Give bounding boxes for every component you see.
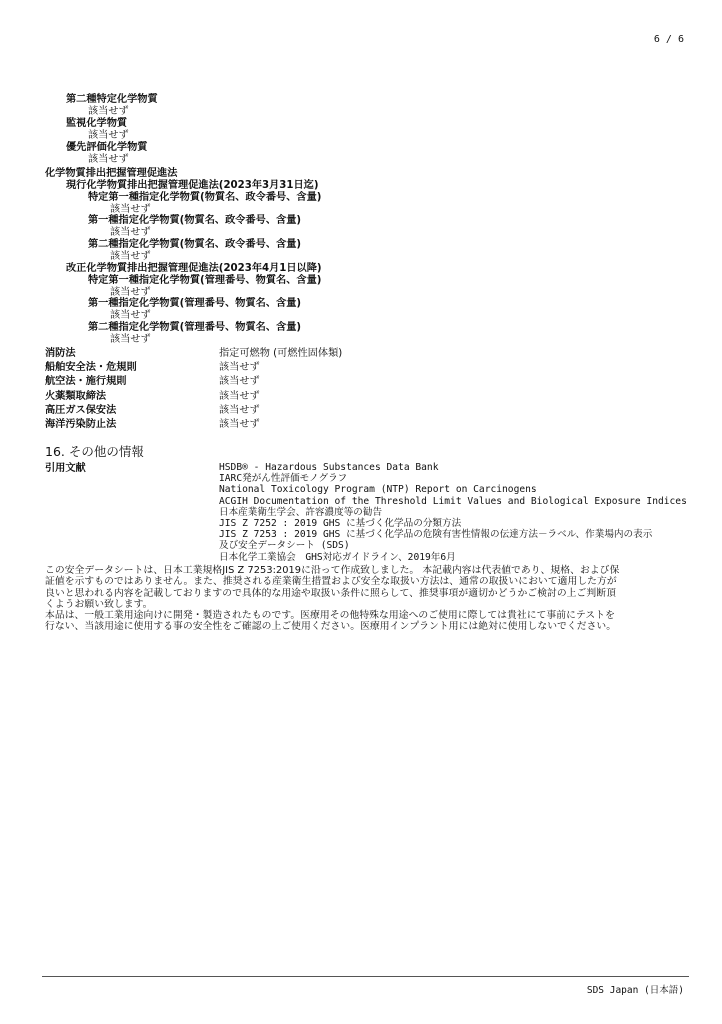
prtr-revised-heading: 改正化学物質排出把握管理促進法(2023年4月1日以降) (66, 263, 322, 274)
law-value: 該当せず (219, 419, 260, 430)
law-name: 高圧ガス保安法 (45, 405, 117, 416)
law-value: 該当せず (219, 391, 260, 402)
reference-item: IARC発がん性評価モノグラフ (219, 473, 348, 485)
disclaimer (45, 565, 685, 633)
law-name: 船舶安全法・危規則 (45, 362, 137, 373)
disclaimer-line: くようお願い致します。 (45, 598, 153, 610)
disclaimer-line: 良いと思われる内容を記載しておりますので具体的な用途や取扱い条件に照らして、推奨事項が適切かどうかご検討の上ご判断頂 (45, 587, 616, 599)
law-value: 該当せず (219, 405, 260, 416)
reference-item: HSDB® - Hazardous Substances Data Bank (219, 462, 439, 473)
law-value: 指定可燃物 (可燃性固体類) (219, 348, 343, 359)
reg-value: 該当せず (88, 130, 129, 141)
law-value: 該当せず (219, 362, 260, 373)
reference-item: JIS Z 7253 : 2019 GHS に基づく化学品の危険有害性情報の伝達方法－ラベル、作業場内の表示 (219, 529, 653, 541)
reg-value: 該当せず (88, 154, 129, 165)
references-list (219, 462, 687, 563)
prtr-cur-item-label: 第一種指定化学物質(物質名、政令番号、含量) (88, 215, 302, 226)
law-name: 火薬類取締法 (45, 391, 107, 402)
footer-divider (42, 976, 689, 977)
reference-item: National Toxicology Program (NTP) Report on Carcinogens (219, 484, 537, 496)
prtr-title: 化学物質排出把握管理促進法 (45, 168, 178, 179)
law-name: 航空法・施行規則 (45, 376, 127, 387)
reference-item: 日本化学工業協会 GHS対応ガイドライン、2019年6月 (219, 551, 456, 563)
prtr-rev-item-value: 該当せず (110, 310, 151, 321)
reference-item: 及び安全データシート (SDS) (219, 540, 350, 552)
prtr-cur-item-label: 特定第一種指定化学物質(物質名、政令番号、含量) (88, 192, 322, 203)
prtr-cur-item-value: 該当せず (110, 204, 151, 215)
page-number: 6 / 6 (653, 34, 684, 45)
prtr-rev-item-value: 該当せず (110, 287, 151, 298)
disclaimer-line: 行ない、当該用途に使用する事の安全性をご確認の上ご使用ください。医療用インプラント用には絶対に使用しないでください。 (45, 621, 617, 633)
prtr-rev-item-label: 第一種指定化学物質(管理番号、物質名、含量) (88, 298, 302, 309)
reg-label-class2-specified: 第二種特定化学物質 (66, 94, 158, 105)
reg-value: 該当せず (88, 106, 129, 117)
section-16-heading: 16. その他の情報 (45, 444, 144, 459)
prtr-cur-item-label: 第二種指定化学物質(物質名、政令番号、含量) (88, 239, 302, 250)
prtr-rev-item-label: 第二種指定化学物質(管理番号、物質名、含量) (88, 322, 302, 333)
law-value: 該当せず (219, 376, 260, 387)
reference-item: JIS Z 7252 : 2019 GHS に基づく化学品の分類方法 (219, 518, 462, 530)
reference-item: 日本産業衛生学会、許容濃度等の勧告 (219, 506, 383, 518)
law-name: 海洋汚染防止法 (45, 419, 117, 430)
references-label: 引用文献 (45, 463, 86, 474)
prtr-rev-item-value: 該当せず (110, 334, 151, 345)
reg-label-monitored: 監視化学物質 (66, 118, 128, 129)
footer-label: SDS Japan (日本語) (586, 985, 684, 996)
disclaimer-line: 証値を示すものではありません。また、推奨される産業衛生措置および安全な取扱い方法は、通常の取扱いにおいて適用した方が (45, 576, 617, 588)
prtr-current-heading: 現行化学物質排出把握管理促進法(2023年3月31日迄) (66, 180, 319, 191)
law-name: 消防法 (45, 348, 76, 359)
prtr-cur-item-value: 該当せず (110, 227, 151, 238)
prtr-cur-item-value: 該当せず (110, 251, 151, 262)
reg-label-priority: 優先評価化学物質 (66, 142, 148, 153)
reference-item: ACGIH Documentation of the Threshold Limit Values and Biological Exposure Indices (219, 495, 687, 507)
disclaimer-line: 本品は、一般工業用途向けに開発・製造されたものです。医療用その他特殊な用途へのご使用に際しては貴社にて事前にテストを (45, 610, 615, 622)
prtr-rev-item-label: 特定第一種指定化学物質(管理番号、物質名、含量) (88, 275, 322, 286)
disclaimer-line: この安全データシートは、日本工業規格JIS Z 7253:2019に沿って作成致しました。 本記載内容は代表値であり、規格、および保 (45, 565, 620, 576)
